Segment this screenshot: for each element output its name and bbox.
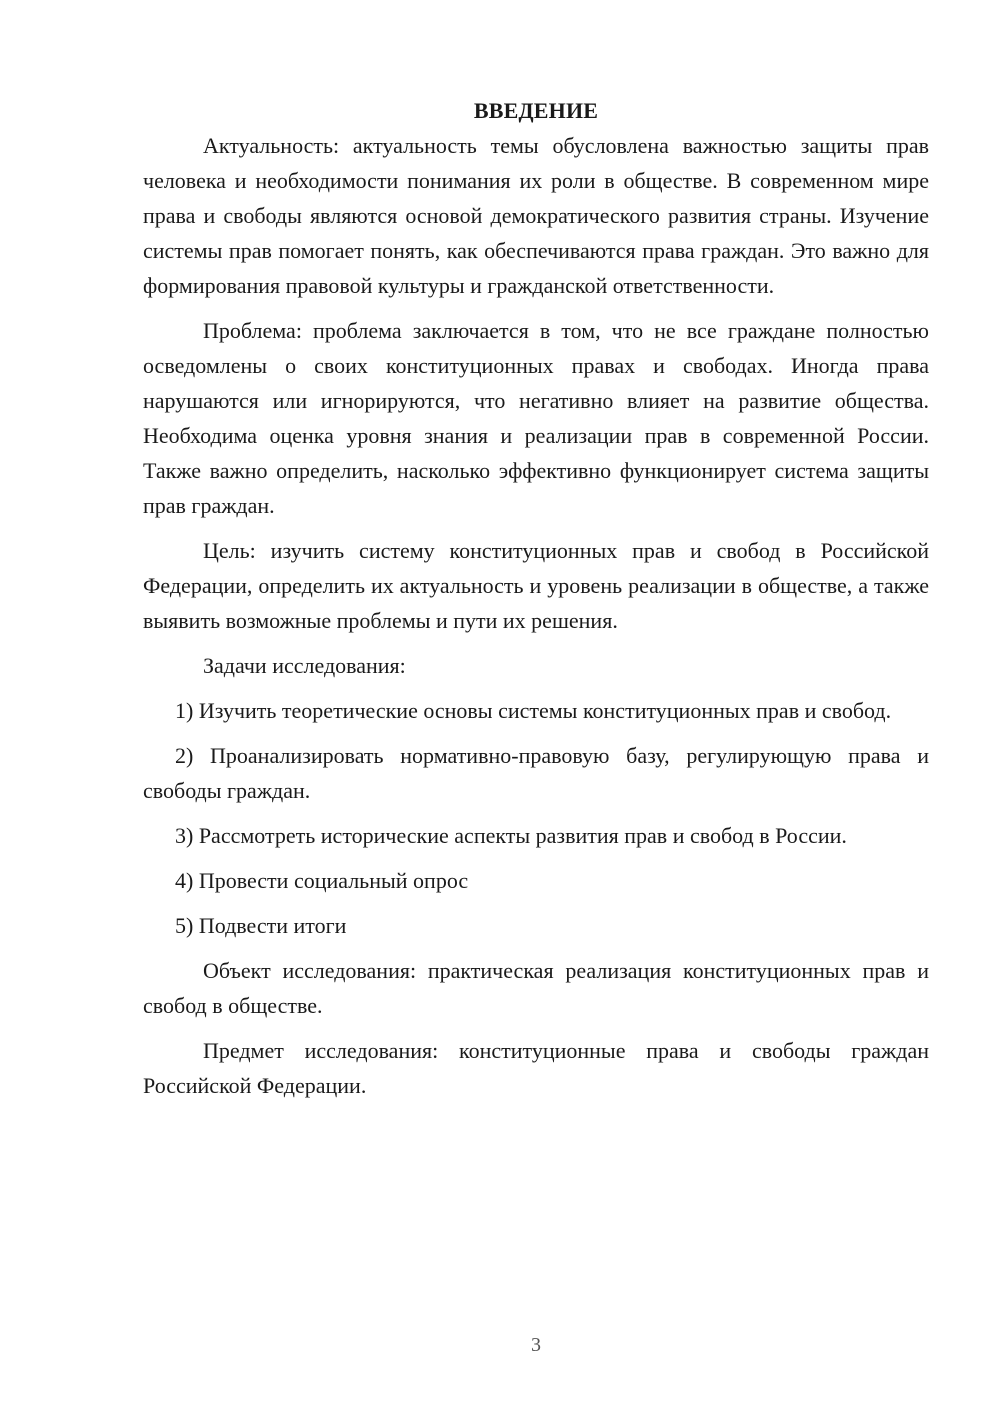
paragraph-relevance: Актуальность: актуальность темы обусловлена важностью защиты прав человека и необходимости понимания их роли в обществе. В современном мире права и свободы являются основой демократического развития страны. Изучение системы прав помогает понять, как обеспечиваются права граждан. Это важно для формирования правовой культуры и гражданской ответственности. bbox=[143, 133, 929, 298]
task-item-4: 4) Провести социальный опрос bbox=[175, 868, 469, 893]
document-page bbox=[143, 94, 929, 1113]
page-number: 3 bbox=[531, 1334, 541, 1356]
task-item-2: 2) Проанализировать нормативно-правовую базу, регулирующую права и свободы граждан. bbox=[143, 743, 929, 803]
task-item-3: 3) Рассмотреть исторические аспекты развития прав и свобод в России. bbox=[175, 823, 847, 848]
task-item-5: 5) Подвести итоги bbox=[175, 913, 347, 938]
paragraph-object: Объект исследования: практическая реализация конституционных прав и свобод в обществе. bbox=[143, 958, 929, 1018]
section-heading: ВВЕДЕНИЕ bbox=[473, 98, 599, 123]
task-item-1: 1) Изучить теоретические основы системы конституционных прав и свобод. bbox=[175, 698, 892, 723]
paragraph-subject: Предмет исследования: конституционные права и свободы граждан Российской Федерации. bbox=[143, 1038, 929, 1098]
paragraph-goal: Цель: изучить систему конституционных прав и свобод в Российской Федерации, определить их актуальность и уровень реализации в обществе, а также выявить возможные проблемы и пути их решения. bbox=[143, 538, 929, 633]
paragraph-tasks-heading: Задачи исследования: bbox=[203, 653, 406, 678]
paragraph-problem: Проблема: проблема заключается в том, что не все граждане полностью осведомлены о своих конституционных правах и свободах. Иногда права нарушаются или игнорируются, что негативно влияет на развитие общества. Необходима оценка уровня знания и реализации прав в современной России. Также важно определить, насколько эффективно функционирует система защиты прав граждан. bbox=[143, 318, 929, 518]
